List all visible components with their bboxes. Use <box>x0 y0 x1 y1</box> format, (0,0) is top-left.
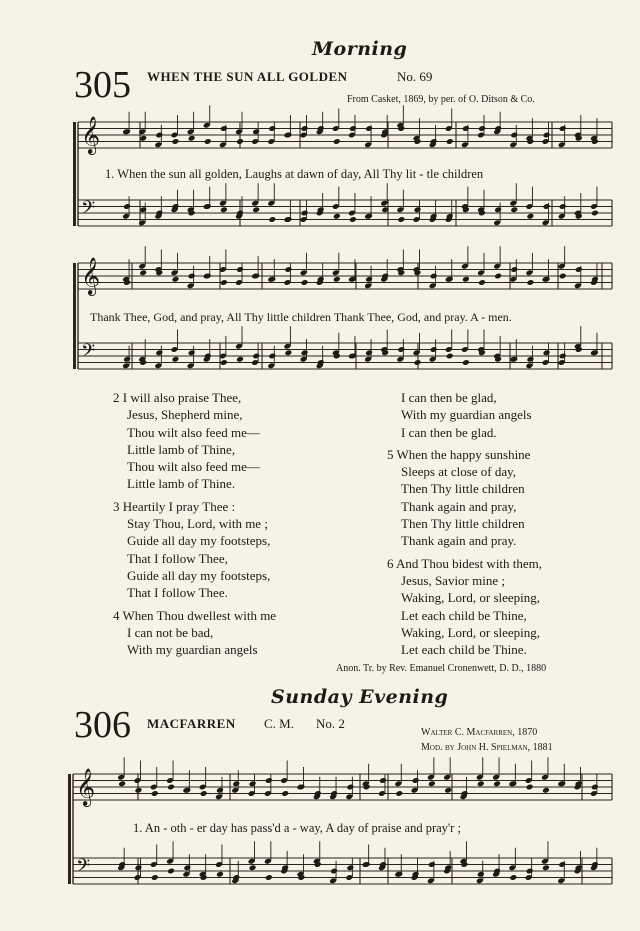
lyric-line: 1. An - oth - er day has pass'd a - way, A day of praise and pray'r ; <box>133 821 461 835</box>
verse-stanza <box>387 446 542 550</box>
note-head <box>444 787 452 794</box>
verse-line: Thank again and pray. <box>401 533 517 549</box>
note-head <box>155 132 163 139</box>
note-head <box>333 213 341 220</box>
hymn-title: WHEN THE SUN ALL GOLDEN <box>147 69 348 84</box>
note-head <box>510 266 518 273</box>
note-head <box>559 203 567 210</box>
note-head <box>204 138 212 145</box>
note-head <box>542 864 550 871</box>
note-head <box>268 125 276 132</box>
verse-line: Thank again and pray, <box>401 498 517 514</box>
note-head <box>216 787 224 794</box>
meter: C. M. <box>264 716 294 731</box>
note-head <box>379 777 387 784</box>
note-head <box>249 864 257 871</box>
note-head <box>462 276 470 283</box>
note-head <box>575 266 583 273</box>
verse-line: I can then be glad. <box>401 424 497 440</box>
verse-line: Jesus, Savior mine ; <box>401 572 505 588</box>
note-head <box>172 138 180 145</box>
note-head <box>510 206 518 213</box>
verse-line: I can then be glad, <box>401 390 497 405</box>
note-head <box>477 871 485 878</box>
verse-line: 4 When Thou dwellest with me <box>113 607 277 623</box>
verse-line: Waking, Lord, or sleeping, <box>401 624 541 640</box>
hymn-title: MACFARREN <box>147 716 236 731</box>
verse-line: With my guardian angels <box>401 407 532 423</box>
note-head <box>252 128 260 135</box>
system-brace <box>73 122 76 226</box>
note-head <box>462 359 470 366</box>
note-head <box>301 349 309 356</box>
lyric-line: Thank Thee, God, and pray, All Thy little children Thank Thee, God, and pray. A - men. <box>90 310 512 324</box>
bass-clef-icon: 𝄢 <box>81 339 96 366</box>
note-head <box>430 346 438 353</box>
note-head <box>526 868 534 875</box>
note-head <box>559 125 567 132</box>
note-head <box>298 784 306 791</box>
verse-line: Waking, Lord, or sleeping, <box>401 590 541 606</box>
note-head <box>167 784 175 791</box>
note-head <box>220 279 228 286</box>
treble-clef-icon: 𝄞 <box>76 767 96 806</box>
note-head <box>204 203 212 210</box>
note-head <box>188 135 196 142</box>
note-head <box>559 273 567 280</box>
verse-line: That I follow Thee. <box>127 585 228 601</box>
note-head <box>301 125 309 132</box>
note-head <box>395 871 403 878</box>
note-head <box>478 125 486 132</box>
note-head <box>183 787 191 794</box>
note-head <box>135 787 143 794</box>
note-head <box>526 784 534 791</box>
verse-stanza <box>113 607 276 659</box>
note-head <box>446 353 454 360</box>
note-head <box>446 276 454 283</box>
note-head <box>591 784 599 791</box>
bass-clef-icon: 𝄢 <box>76 854 91 881</box>
note-head <box>330 868 338 875</box>
note-head <box>543 349 551 356</box>
note-head <box>123 128 131 135</box>
note-head <box>428 780 436 787</box>
note-head <box>301 279 309 286</box>
note-head <box>346 784 354 791</box>
note-head <box>509 780 517 787</box>
note-head <box>265 874 273 881</box>
tune-source: From Casket, 1869, by per. of O. Ditson & Co. <box>347 94 535 105</box>
hymn-number: 305 <box>74 64 131 106</box>
note-head <box>349 125 357 132</box>
verse-line: 2 I will also praise Thee, <box>113 390 242 405</box>
note-head <box>301 210 309 217</box>
note-head <box>446 138 454 145</box>
note-head <box>118 780 126 787</box>
note-head <box>220 359 228 366</box>
note-head <box>346 864 354 871</box>
note-head <box>526 279 534 286</box>
verse-line: 6 And Thou bidest with them, <box>387 555 543 571</box>
hymn-number: 306 <box>74 704 131 746</box>
note-head <box>333 138 341 145</box>
note-head <box>216 871 224 878</box>
note-head <box>412 777 420 784</box>
note-head <box>510 132 518 139</box>
note-head <box>249 780 257 787</box>
note-head <box>232 780 240 787</box>
note-head <box>268 353 276 360</box>
note-head <box>220 206 228 213</box>
note-head <box>188 349 196 356</box>
note-head <box>478 279 486 286</box>
note-head <box>172 356 180 363</box>
treble-clef-icon: 𝄞 <box>81 256 101 295</box>
note-head <box>510 356 518 363</box>
treble-clef-icon: 𝄞 <box>81 115 101 154</box>
verse-line: Let each child be Thine, <box>401 607 527 623</box>
note-head <box>236 356 244 363</box>
note-head <box>509 874 517 881</box>
note-head <box>151 790 159 797</box>
verse-stanza <box>113 389 276 493</box>
note-head <box>284 216 292 223</box>
verse-line: Let each child be Thine. <box>401 642 527 658</box>
note-head <box>151 874 159 881</box>
tune-number: No. 2 <box>316 716 345 731</box>
note-head <box>430 273 438 280</box>
note-head <box>284 349 292 356</box>
note-head <box>493 780 501 787</box>
note-head <box>526 356 534 363</box>
note-head <box>559 353 567 360</box>
note-head <box>558 780 566 787</box>
system-brace <box>73 263 76 369</box>
note-head <box>236 138 244 145</box>
note-head <box>365 349 373 356</box>
note-head <box>268 216 276 223</box>
note-head <box>558 861 566 868</box>
tune-number: No. 69 <box>397 69 433 84</box>
note-head <box>397 216 405 223</box>
note-head <box>414 359 422 366</box>
note-head <box>365 213 373 220</box>
section-title-morning: Morning <box>312 38 408 60</box>
verse-stanza <box>113 498 276 602</box>
note-head <box>543 203 551 210</box>
note-head <box>365 276 373 283</box>
verse-line: With my guardian angels <box>127 642 258 658</box>
section-title-sunday-evening: Sunday Evening <box>271 686 449 708</box>
note-head <box>333 276 341 283</box>
note-head <box>167 868 175 875</box>
note-head <box>349 216 357 223</box>
verse-line: Then Thy little children <box>401 516 525 532</box>
note-head <box>220 125 228 132</box>
note-head <box>183 864 191 871</box>
verse-line: That I follow Thee, <box>127 550 228 566</box>
note-head <box>236 266 244 273</box>
note-head <box>542 787 550 794</box>
verses-right-column <box>387 389 542 663</box>
note-head <box>591 349 599 356</box>
note-head <box>363 861 371 868</box>
verse-line: Thou wilt also feed me— <box>127 424 260 440</box>
note-head <box>543 132 551 139</box>
note-head <box>494 273 502 280</box>
note-head <box>172 276 180 283</box>
verse-line: Guide all day my footsteps, <box>127 533 271 549</box>
verse-line: 5 When the happy sunshine <box>387 446 531 462</box>
note-head <box>397 346 405 353</box>
note-head <box>591 210 599 217</box>
note-head <box>268 276 276 283</box>
note-head <box>135 864 143 871</box>
composer-credit: Walter C. Macfarren, 1870 <box>421 727 538 738</box>
verse-line: Then Thy little children <box>401 481 525 497</box>
note-head <box>281 790 289 797</box>
translator-credit: Anon. Tr. by Rev. Emanuel Cronenwett, D. D., 1880 <box>336 663 547 674</box>
verses-left-column <box>113 389 276 663</box>
note-head <box>252 353 260 360</box>
lyric-line: 1. When the sun all golden, Laughs at dawn of day, All Thy lit - tle children <box>105 167 484 181</box>
verse-line: Little lamb of Thine. <box>127 476 236 492</box>
note-head <box>414 206 422 213</box>
verse-line: Little lamb of Thine, <box>127 441 236 457</box>
note-head <box>543 276 551 283</box>
verse-line: Thou wilt also feed me— <box>127 459 260 475</box>
modifier-credit: Mod. by John H. Spielman, 1881 <box>421 742 553 753</box>
verse-line: Jesus, Shepherd mine, <box>127 407 243 423</box>
note-head <box>265 777 273 784</box>
note-head <box>428 861 436 868</box>
note-head <box>494 206 502 213</box>
verse-line: Sleeps at close of day, <box>401 464 517 480</box>
note-head <box>252 273 260 280</box>
note-head <box>365 125 373 132</box>
note-head <box>188 273 196 280</box>
note-head <box>123 203 131 210</box>
note-head <box>123 356 131 363</box>
note-head <box>526 213 534 220</box>
note-head <box>477 780 485 787</box>
note-head <box>200 790 208 797</box>
verse-stanza <box>387 555 542 659</box>
note-head <box>155 349 163 356</box>
note-head <box>284 132 292 139</box>
verse-line: 3 Heartily I pray Thee : <box>113 498 236 514</box>
verse-line: I can not be bad, <box>127 624 214 640</box>
bass-clef-icon: 𝄢 <box>81 196 96 223</box>
system-brace <box>68 774 71 884</box>
note-head <box>395 790 403 797</box>
note-head <box>462 125 470 132</box>
verse-line: Stay Thou, Lord, with me ; <box>127 516 268 532</box>
note-head <box>284 266 292 273</box>
note-head <box>204 273 212 280</box>
verse-line: Guide all day my footsteps, <box>127 567 271 583</box>
note-head <box>139 269 147 276</box>
verse-stanza <box>387 389 542 441</box>
note-head <box>252 206 260 213</box>
